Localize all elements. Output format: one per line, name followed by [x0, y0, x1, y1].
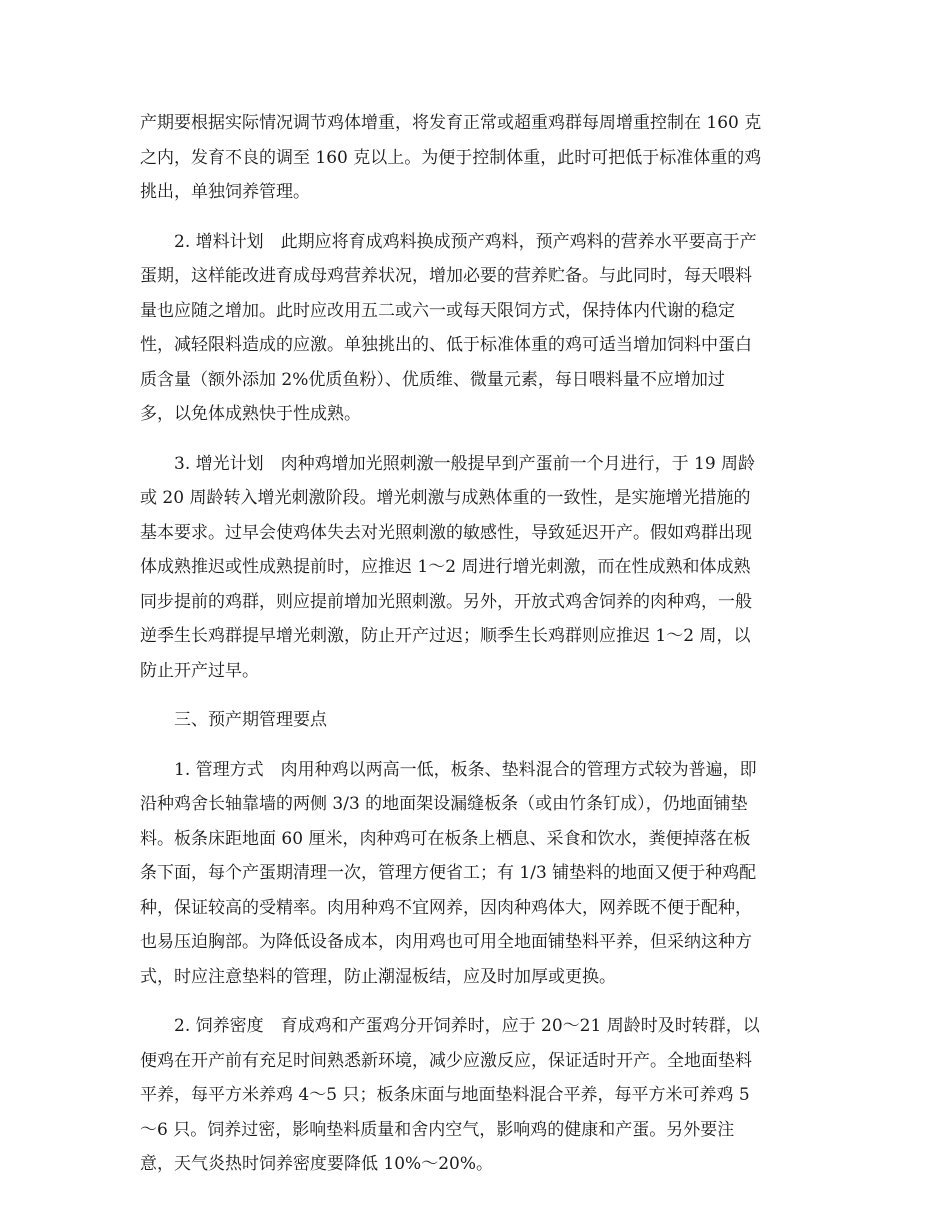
text-line: 三、预产期管理要点	[174, 710, 327, 730]
text-line: 逆季生长鸡群提早增光刺激，防止开产过迟；顺季生长鸡群则应推迟 1～2 周，以	[140, 626, 751, 646]
text-line: 或 20 周龄转入增光刺激阶段。增光刺激与成熟体重的一致性，是实施增光措施的	[140, 488, 751, 508]
text-line: 2. 饲养密度 育成鸡和产蛋鸡分开饲养时，应于 20～21 周龄时及时转群，以	[174, 1016, 760, 1036]
text-line: 挑出，单独饲养管理。	[140, 182, 310, 202]
text-line: 意，天气炎热时饲养密度要降低 10%～20%。	[140, 1154, 493, 1174]
text-line: 量也应随之增加。此时应改用五二或六一或每天限饲方式，保持体内代谢的稳定	[140, 300, 735, 321]
text-line: 之内，发育不良的调至 160 克以上。为便于控制体重，此时可把低于标准体重的鸡	[140, 147, 762, 168]
document-body	[140, 106, 816, 1197]
paragraph-stocking-density	[140, 1009, 816, 1182]
text-line: 1. 管理方式 肉用种鸡以两高一低，板条、垫料混合的管理方式较为普遍，即	[174, 759, 757, 780]
paragraph-management-method	[140, 753, 816, 995]
text-line: 多，以免体成熟快于性成熟。	[140, 404, 361, 424]
text-line: ～6 只。饲养过密，影响垫料质量和舍内空气，影响鸡的健康和产蛋。另外要注	[140, 1119, 735, 1140]
paragraph-feed-plan	[140, 225, 816, 432]
text-line: 体成熟推迟或性成熟提前时，应推迟 1～2 周进行增光刺激，而在性成熟和体成熟	[140, 557, 751, 577]
text-line: 也易压迫胸部。为降低设备成本，肉用鸡也可用全地面铺垫料平养，但采纳这种方	[140, 932, 752, 952]
text-line: 条下面，每个产蛋期清理一次，管理方便省工；有 1/3 铺垫料的地面又便于种鸡配	[140, 863, 757, 883]
paragraph-weight-control	[140, 106, 816, 210]
text-line: 蛋期，这样能改进育成母鸡营养状况，增加必要的营养贮备。与此同时，每天喂料	[140, 266, 752, 286]
text-line: 平养，每平方米养鸡 4～5 只；板条床面与地面垫料混合平养，每平方米可养鸡 5	[140, 1085, 750, 1105]
text-line: 沿种鸡舍长轴靠墙的两侧 3/3 的地面架设漏缝板条（或由竹条钉成），仍地面铺垫	[140, 794, 748, 814]
text-line: 料。板条床距地面 60 厘米，肉种鸡可在板条上栖息、采食和饮水，粪便掉落在板	[140, 828, 751, 849]
text-line: 式，时应注意垫料的管理，防止潮湿板结，应及时加厚或更换。	[140, 966, 616, 987]
text-line: 2. 增料计划 此期应将育成鸡料换成预产鸡料，预产鸡料的营养水平要高于产	[174, 231, 757, 252]
text-line: 防止开产过早。	[140, 660, 259, 681]
paragraph-light-plan	[140, 447, 816, 689]
text-line: 同步提前的鸡群，则应提前增加光照刺激。另外，开放式鸡舍饲养的肉种鸡，一般	[140, 591, 752, 612]
text-line: 种，保证较高的受精率。肉用种鸡不宜网养，因肉种鸡体大，网养既不便于配种，	[140, 897, 752, 918]
text-line: 产期要根据实际情况调节鸡体增重，将发育正常或超重鸡群每周增重控制在 160 克	[140, 113, 762, 133]
text-line: 性，减轻限料造成的应激。单独挑出的、低于标准体重的鸡可适当增加饲料中蛋白	[140, 335, 752, 355]
text-line: 质含量（额外添加 2%优质鱼粉）、优质维、微量元素，每日喂料量不应增加过	[140, 369, 725, 390]
text-line: 基本要求。过早会使鸡体失去对光照刺激的敏感性，导致延迟开产。假如鸡群出现	[140, 522, 752, 543]
text-line: 便鸡在开产前有充足时间熟悉新环境，减少应激反应，保证适时开产。全地面垫料	[140, 1050, 752, 1071]
text-line: 3. 增光计划 肉种鸡增加光照刺激一般提早到产蛋前一个月进行，于 19 周龄	[174, 453, 756, 474]
section-heading	[140, 703, 816, 738]
